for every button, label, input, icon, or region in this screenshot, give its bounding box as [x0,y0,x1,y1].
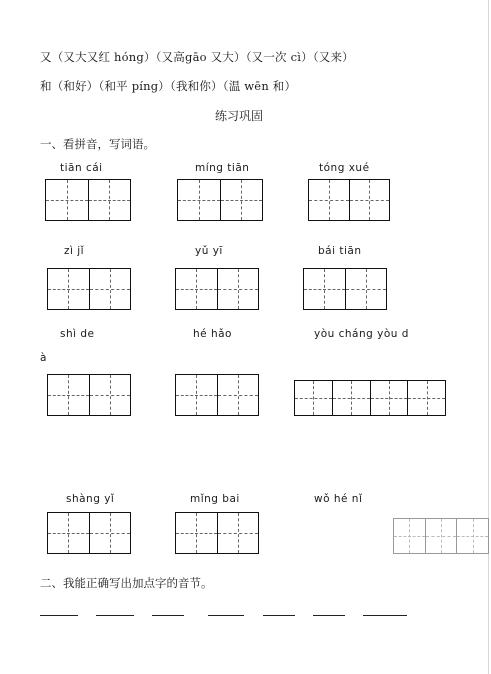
pinyin-label: wǒ hé nǐ [314,493,363,505]
grid-cell[interactable] [48,513,90,553]
grid-cell[interactable] [176,513,218,553]
writing-grid[interactable] [175,268,259,310]
grid-cell[interactable] [394,519,426,553]
page-title: 练习巩固 [215,109,264,123]
writing-grid-faint[interactable] [393,518,489,554]
grid-cell[interactable] [218,269,259,309]
pinyin-label: shì de [60,328,95,340]
grid-cell[interactable] [371,381,409,415]
grid-cell[interactable] [218,513,259,553]
writing-grid[interactable] [47,374,131,416]
grid-cell[interactable] [457,519,488,553]
grid-cell[interactable] [48,375,90,415]
page-edge-line [488,0,489,674]
phrase-line-he: 和（和好）（和平 píng）（我和你）（温 wēn 和） [40,79,297,93]
grid-cell[interactable] [346,269,387,309]
grid-cell[interactable] [333,381,371,415]
writing-grid-long[interactable] [294,380,446,416]
answer-blank[interactable] [263,615,295,616]
section-one-heading: 一、看拼音，写词语。 [40,137,155,151]
answer-blank[interactable] [208,615,244,616]
answer-blank[interactable] [313,615,345,616]
writing-grid[interactable] [47,268,131,310]
grid-cell[interactable] [304,269,346,309]
grid-cell[interactable] [350,180,390,220]
grid-cell[interactable] [176,375,218,415]
writing-grid[interactable] [303,268,387,310]
grid-cell[interactable] [90,513,131,553]
writing-grid[interactable] [177,179,263,221]
grid-cell[interactable] [178,180,221,220]
grid-cell[interactable] [295,381,333,415]
grid-cell[interactable] [90,269,131,309]
grid-cell[interactable] [309,180,350,220]
pinyin-label: tiān cái [60,162,103,174]
pinyin-label: yǔ yī [195,245,223,257]
pinyin-label: mǐng bai [190,493,240,505]
pinyin-label: zì jǐ [64,245,85,257]
answer-blank[interactable] [152,615,184,616]
writing-grid[interactable] [45,179,131,221]
pinyin-label: míng tiān [195,162,250,174]
grid-cell[interactable] [90,375,131,415]
writing-grid[interactable] [175,374,259,416]
pinyin-label: hé hǎo [193,328,232,340]
grid-cell[interactable] [48,269,90,309]
answer-blank[interactable] [40,615,78,616]
writing-grid[interactable] [47,512,131,554]
phrase-line-you: 又（又大又红 hóng）（又高gāo 又大）（又一次 cì）（又来） [40,50,354,64]
pinyin-label-wrap: à [40,352,47,364]
grid-cell[interactable] [408,381,445,415]
section-two-heading: 二、我能正确写出加点字的音节。 [40,576,213,590]
grid-cell[interactable] [218,375,259,415]
grid-cell[interactable] [221,180,263,220]
answer-blank[interactable] [96,615,134,616]
grid-cell[interactable] [46,180,89,220]
writing-grid[interactable] [175,512,259,554]
pinyin-label: shàng yǐ [66,493,115,505]
answer-blank[interactable] [363,615,407,616]
writing-grid[interactable] [308,179,390,221]
grid-cell[interactable] [176,269,218,309]
grid-cell[interactable] [426,519,458,553]
pinyin-label: tóng xué [319,162,370,174]
pinyin-label: bái tiān [318,245,362,257]
pinyin-label: yòu cháng yòu d [314,328,409,340]
grid-cell[interactable] [89,180,131,220]
